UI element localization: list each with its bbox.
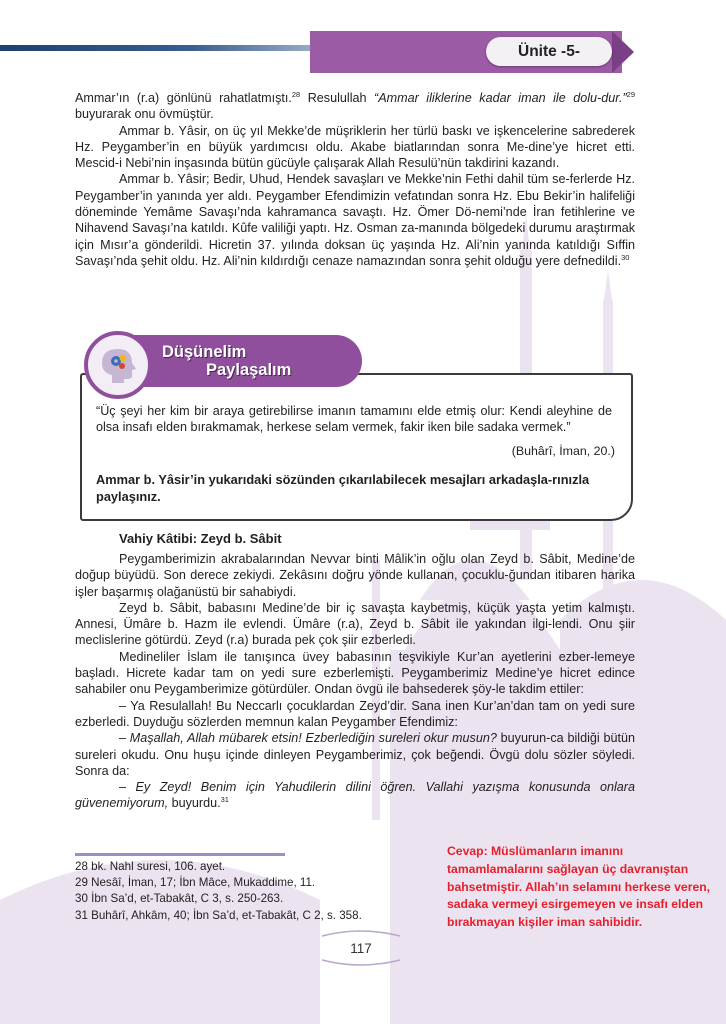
- header-rule: [0, 45, 320, 51]
- footnote-ref: 30: [621, 252, 630, 262]
- hadith-quote: “Üç şeyi her kim bir araya getirebilirse imanın tamamını elde etmiş olur: Kendi aleyhine de olsa insafı elden bırakmamak, herkese selam vermek, fakir iken bile sadaka vermek.”: [96, 404, 612, 435]
- footnote-ref: 31: [220, 795, 229, 805]
- unit-label: Ünite -5-: [518, 43, 580, 60]
- text-span: buyurdu.: [168, 796, 221, 811]
- paragraph-zeyd-dialog-3: [75, 779, 635, 812]
- footnote-rule: [75, 853, 285, 856]
- paragraph-zeyd-intro: Peygamberimizin akrabalarından Nevvar binti Mâlik’in oğlu olan Zeyd b. Sâbit, Medine’de doğup büyüdü. Son derece zekiydi. Zekâsını doğru yönde kullanan, çocuklu-ğundan itibaren harika işler başarmış olağanüstü bir sahabiydi.: [75, 552, 635, 599]
- activity-title-line2: Paylaşalım: [206, 361, 292, 379]
- thinking-head-icon: [84, 331, 152, 399]
- activity-box: [80, 373, 633, 521]
- text-span: buyurun-ca bildiği bütün sureleri okudu. Onu huşu içinde dinleyen Peygamberimiz, çok beğendi. Övgü dolu sözler söyledi. Sonra da:: [75, 731, 635, 778]
- footnote-30: 30 İbn Sa’d, et-Tabakât, C 3, s. 250-263.: [75, 892, 284, 906]
- footnote-ref: 28: [291, 89, 301, 99]
- paragraph-zeyd-dialog-1: – Ya Resulallah! Bu Neccarlı çocuklardan Zeyd’dir. Sana inen Kur’an’dan tam on yedi sure ezberledi. Duyduğu sözlerden memnun kalan Peygamber Efendimiz:: [75, 698, 635, 729]
- unit-banner-tip: [612, 31, 634, 73]
- paragraph-zeyd-childhood: Zeyd b. Sâbit, babasını Medine’de bir iç savaşta kaybetmiş, küçük yaşta yetim kalmıştı. Annesi, Ümâre b. Hazm ile evlendi. Ümâre (r.a), Zeyd b. Sâbit ile yakından ilgi-lendi. Onu şiir meclislerine götürdü. Zeyd (r.a) burada pek çok şiir ezberledi.: [75, 600, 635, 648]
- footnote-31: 31 Buhârî, Ahkâm, 40; İbn Sa’d, et-Tabakât, C 2, s. 358.: [75, 908, 362, 922]
- hadith-source: (Buhârî, İman, 20.): [511, 444, 615, 458]
- text-span: Ammar’ın (r.a) gönlünü rahatlatmıştı.: [75, 91, 292, 105]
- quote-text: – Ey Zeyd! Benim için Yahudilerin dilini öğren. Vallahi yazışma konusunda onlara güvenemiyorum,: [75, 780, 635, 811]
- footnote-28: 28 bk. Nahl suresi, 106. ayet.: [75, 860, 226, 873]
- intro-text: [75, 90, 635, 269]
- answer-annotation: Cevap: Müslümanların imanını tamamlamalarını sağlayan üç davranıştan bahsetmiştir. Allah’ın selamını herkese veren, sadaka vermeyi esirgemeyen ve insafı elden bırakmayan kişiler iman sahibidir.: [447, 844, 711, 930]
- paragraph-ammar-praise: [75, 90, 635, 123]
- text-span: Resulullah: [300, 91, 375, 105]
- paragraph-ammar-battles: [75, 171, 635, 269]
- section-title: Vahiy Kâtibi: Zeyd b. Sâbit: [119, 531, 282, 546]
- text-span: buyurarak onu övmüştür.: [75, 107, 214, 122]
- footnotes: [75, 859, 405, 924]
- quote-text: – Maşallah, Allah mübarek etsin! Ezberlediğin sureleri okur musun?: [119, 731, 497, 746]
- page-number: 117: [350, 941, 372, 956]
- footnote-ref: 29: [626, 89, 635, 99]
- text-span: Ammar b. Yâsir; Bedir, Uhud, Hendek savaşları ve Mekke’nin Fethi dahil tüm se-ferlerde Hz. Peygamber’in yanında yer aldı. Peygamber Efendimizin vefatından sonra Hz. Ebu Bekir’in halifeliği döneminde Yemâme Savaşı’nda kahramanca savaştı. Hz. Ömer Dö-nemi’nde İran fetihlerine ve Nihavend Savaşı’na katıldı. Kûfe valiliği yaptı. Hz. Osman za-manında bölgedeki durumu araştırmak için Mısır’a gönderildi. Hicretin 37. yılında doksan üç yaşında Hz. Ali’nin yanında katıldığı Sıffin Savaşı’nda şehit oldu. Hz. Ali’nin kıldırdığı cenaze namazından sonra şehit olduğu yere defnedildi.: [75, 172, 635, 268]
- paragraph-zeyd-dialog-2: [75, 730, 635, 779]
- activity-title-line1: Düşünelim: [162, 343, 247, 361]
- footnote-29: 29 Nesâî, İman, 17; İbn Mâce, Mukaddime, 11.: [75, 876, 316, 890]
- section-text: [75, 551, 635, 812]
- paragraph-ammar-hijra: Ammar b. Yâsir, on üç yıl Mekke’de müşriklerin her türlü baskı ve işkencelerine sabrederek Hz. Peygamber’in en büyük yardımcısı oldu. Akabe biatlarından sonra Me-dine’ye hicret etti. Mescid-i Nebi’nin inşasında bütün gücüyle çalışarak Allah Resulü’nün takdirini kazandı.: [75, 123, 635, 171]
- quote-text: “Ammar iliklerine kadar iman ile dolu-dur.”: [374, 91, 627, 105]
- activity-task: Ammar b. Yâsir’in yukarıdaki sözünden çıkarılabilecek mesajları arkadaşla-rınızla paylaşınız.: [96, 472, 590, 504]
- paragraph-zeyd-quran: Medineliler İslam ile tanışınca üvey babasının teşvikiyle Kur’an ayetlerini ezber-lemeye başladı. Hicrete kadar tam on yedi sure ezberlemişti. Peygamberimiz Medine’ye hicret edince sahabiler onu Peygamberimize götürdüler. Ondan övgü ile bahsederek şöy-le takdim ettiler:: [75, 649, 635, 697]
